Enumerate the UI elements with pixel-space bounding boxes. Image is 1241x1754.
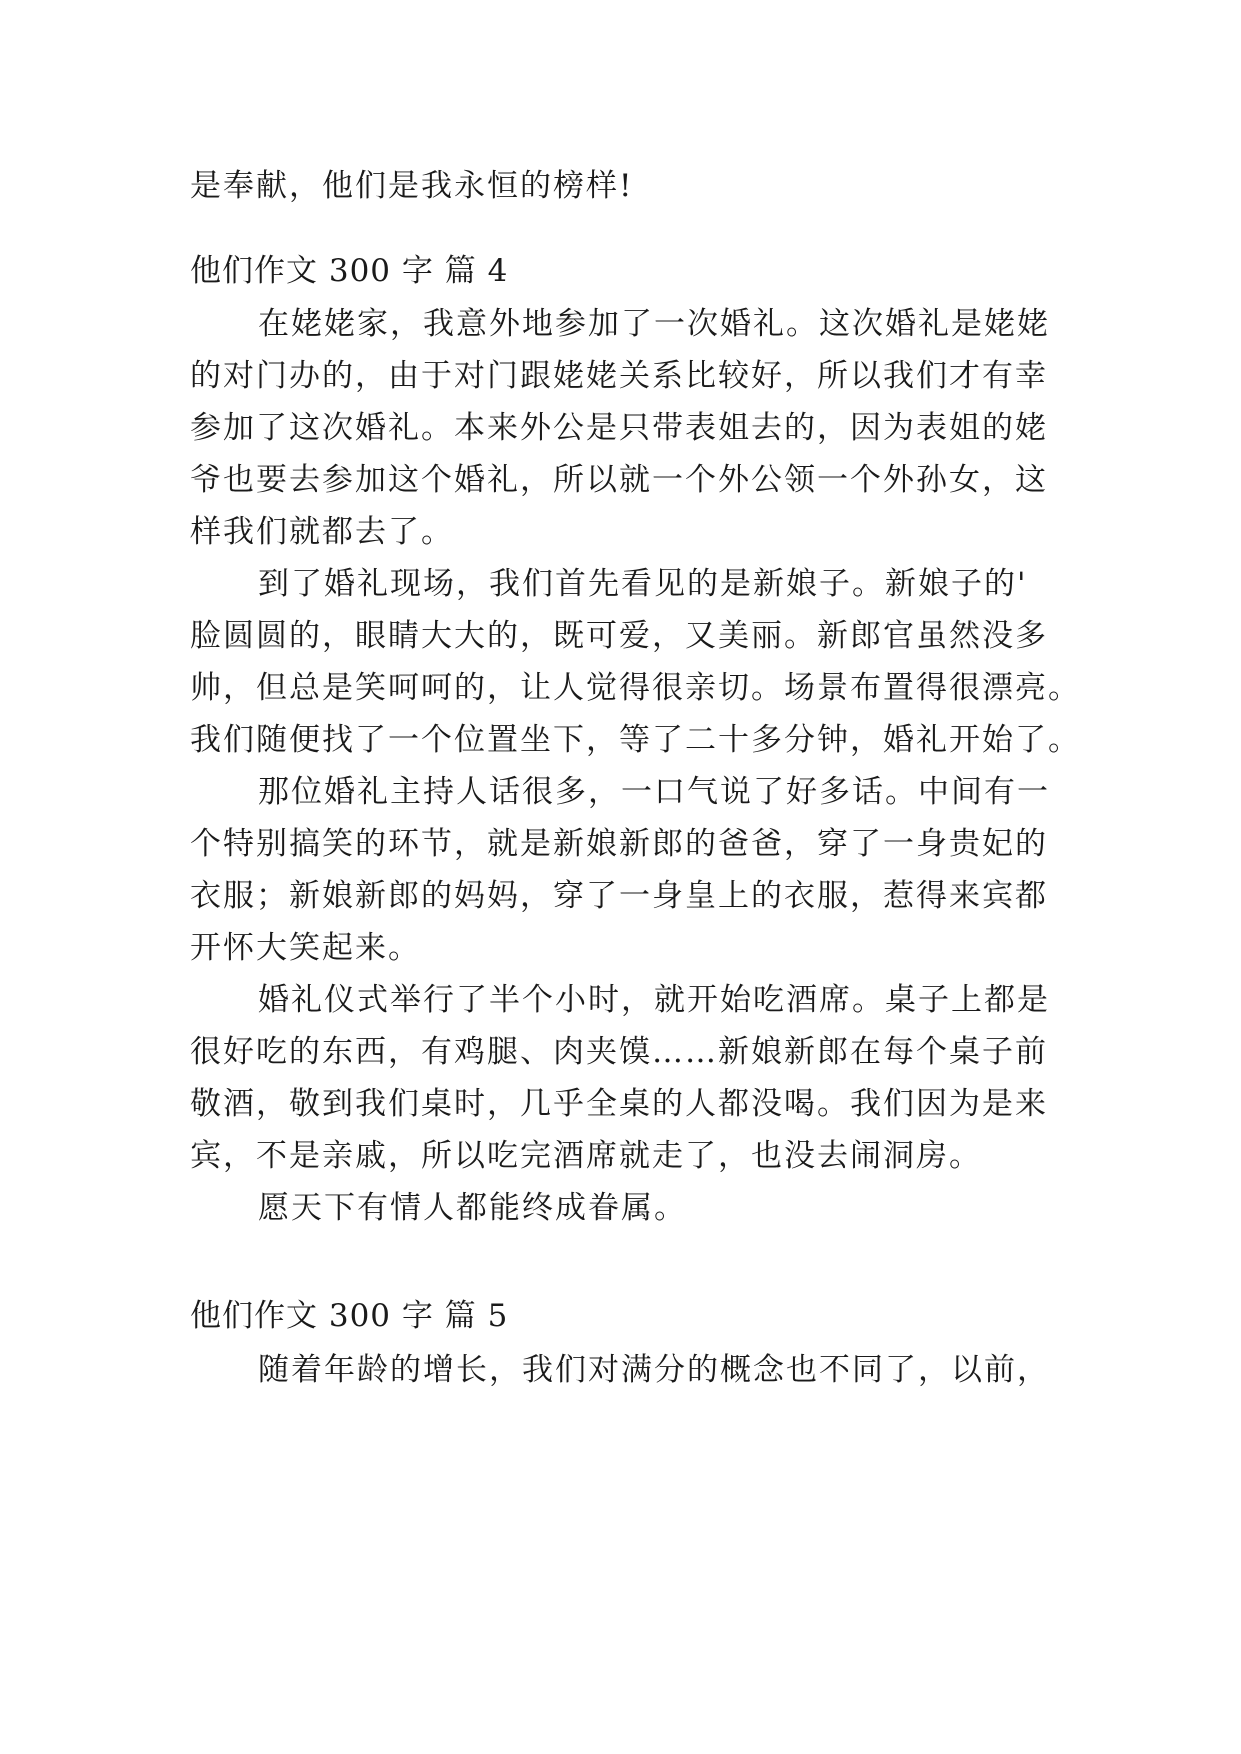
paragraph-line: 脸圆圆的，眼睛大大的，既可爱，又美丽。新郎官虽然没多: [190, 618, 1048, 654]
paragraph-line: 敬酒，敬到我们桌时，几乎全桌的人都没喝。我们因为是来: [190, 1086, 1048, 1122]
paragraph-line: 愿天下有情人都能终成眷属。: [258, 1190, 687, 1226]
section-heading-5: 他们作文 300 字 篇 5: [190, 1298, 509, 1334]
paragraph-line: 帅，但总是笑呵呵的，让人觉得很亲切。场景布置得很漂亮。: [190, 670, 1081, 706]
paragraph-line: 是奉献，他们是我永恒的榜样!: [190, 168, 634, 204]
paragraph-line: 我们随便找了一个位置坐下，等了二十多分钟，婚礼开始了。: [190, 722, 1081, 758]
paragraph-line: 随着年龄的增长，我们对满分的概念也不同了，以前，: [258, 1352, 1050, 1388]
paragraph-line: 到了婚礼现场，我们首先看见的是新娘子。新娘子的': [258, 566, 1028, 602]
paragraph-line: 的对门办的，由于对门跟姥姥关系比较好，所以我们才有幸: [190, 358, 1048, 394]
paragraph-line: 衣服；新娘新郎的妈妈，穿了一身皇上的衣服，惹得来宾都: [190, 878, 1048, 914]
paragraph-line: 在姥姥家，我意外地参加了一次婚礼。这次婚礼是姥姥: [258, 306, 1050, 342]
section-heading-4: 他们作文 300 字 篇 4: [190, 253, 509, 289]
paragraph-line: 参加了这次婚礼。本来外公是只带表姐去的，因为表姐的姥: [190, 410, 1048, 446]
paragraph-line: 样我们就都去了。: [190, 514, 454, 550]
paragraph-line: 个特别搞笑的环节，就是新娘新郎的爸爸，穿了一身贵妃的: [190, 826, 1048, 862]
paragraph-line: 爷也要去参加这个婚礼，所以就一个外公领一个外孙女，这: [190, 462, 1048, 498]
paragraph-line: 婚礼仪式举行了半个小时，就开始吃酒席。桌子上都是: [258, 982, 1050, 1018]
paragraph-line: 开怀大笑起来。: [190, 930, 421, 966]
paragraph-line: 很好吃的东西，有鸡腿、肉夹馍……新娘新郎在每个桌子前: [190, 1034, 1048, 1070]
paragraph-line: 宾，不是亲戚，所以吃完酒席就走了，也没去闹洞房。: [190, 1138, 982, 1174]
paragraph-line: 那位婚礼主持人话很多，一口气说了好多话。中间有一: [258, 774, 1050, 810]
